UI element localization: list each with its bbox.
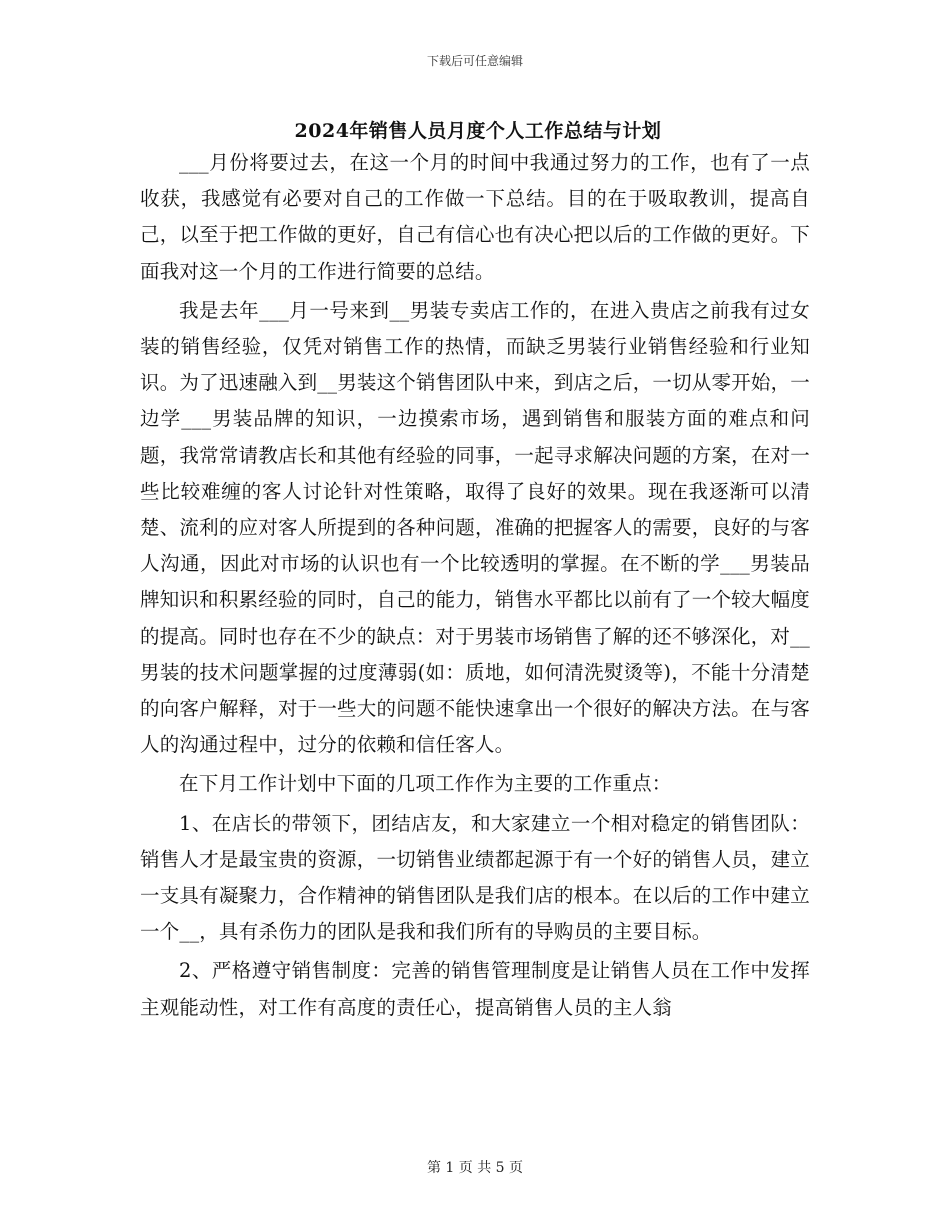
paragraph-experience: 我是去年___月一号来到__男装专卖店工作的，在进入贵店之前我有过女装的销售经验，仅凭对销售工作的热情，而缺乏男装行业销售经验和行业知识。为了迅速融入到__男装这个销售团队中来，到店之后，一切从零开始，一边学___男装品牌的知识，一边摸索市场，遇到销售和服装方面的难点和问题，我常常请教店长和其他有经验的同事，一起寻求解决问题的方案，在对一些比较难缠的客人讨论针对性策略，取得了良好的效果。现在我逐渐可以清楚、流利的应对客人所提到的各种问题，准确的把握客人的需要，良好的与客人沟通，因此对市场的认识也有一个比较透明的掌握。在不断的学___男装品牌知识和积累经验的同时，自己的能力，销售水平都比以前有了一个较大幅度的提高。同时也存在不少的缺点：对于男装市场销售了解的还不够深化，对__男装的技术问题掌握的过度薄弱(如：质地，如何清洗熨烫等)，不能十分清楚的向客户解释，对于一些大的问题不能快速拿出一个很好的解决方法。在与客人的沟通过程中，过分的依赖和信任客人。: [140, 298, 811, 757]
document-title: 2024年销售人员月度个人工作总结与计划: [294, 120, 662, 142]
page-number: 第 1 页 共 5 页: [426, 1160, 524, 1176]
document-body: [140, 145, 810, 1026]
paragraph-intro: ___月份将要过去，在这一个月的时间中我通过努力的工作，也有了一点收获，我感觉有必要对自己的工作做一下总结。目的在于吸取教训，提高自己，以至于把工作做的更好，自己有信心也有决心把以后的工作做的更好。下面我对这一个月的工作进行简要的总结。: [140, 151, 810, 283]
paragraph-plan-item-1: 1、在店长的带领下，团结店友，和大家建立一个相对稳定的销售团队：销售人才是最宝贵的资源，一切销售业绩都起源于有一个好的销售人员，建立一支具有凝聚力，合作精神的销售团队是我们店的根本。在以后的工作中建立一个__，具有杀伤力的团队是我和我们所有的导购员的主要目标。: [140, 811, 810, 944]
paragraph-plan-intro: 在下月工作计划中下面的几项工作作为主要的工作重点：: [179, 772, 672, 796]
header-note: 下载后可任意编辑: [426, 54, 523, 68]
paragraph-plan-item-2: 2、严格遵守销售制度：完善的销售管理制度是让销售人员在工作中发挥主观能动性，对工作有高度的责任心，提高销售人员的主人翁: [140, 959, 810, 1019]
